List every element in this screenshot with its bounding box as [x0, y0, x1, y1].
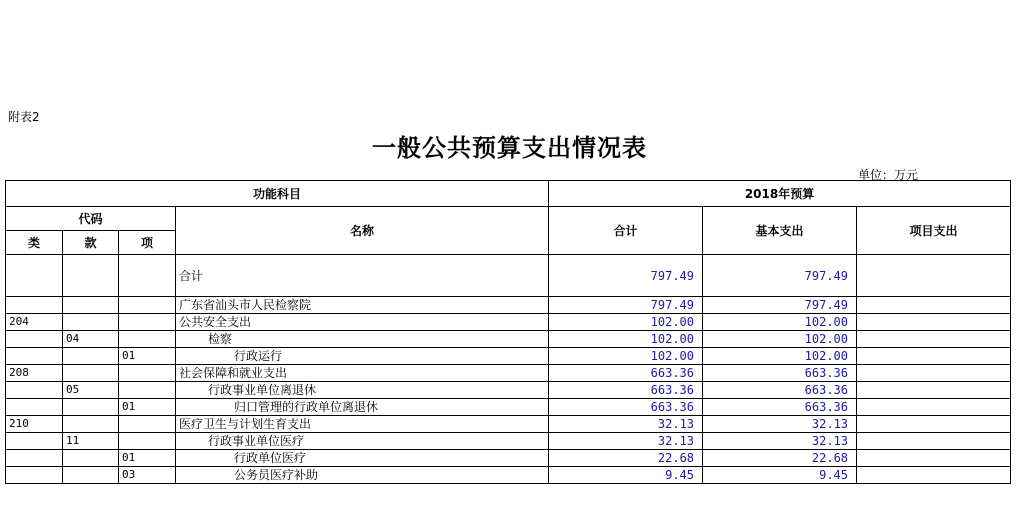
cell-basic: 102.00 [703, 348, 857, 365]
cell-basic: 9.45 [703, 467, 857, 484]
cell-xiang: 01 [119, 348, 176, 365]
cell-xiang: 01 [119, 399, 176, 416]
header-kuan: 款 [63, 231, 119, 255]
header-func-subject: 功能科目 [6, 181, 549, 207]
table-row [6, 450, 1011, 467]
cell-project [857, 297, 1011, 314]
cell-project [857, 314, 1011, 331]
cell-basic: 797.49 [703, 255, 857, 297]
cell-total: 797.49 [549, 297, 703, 314]
cell-xiang: 03 [119, 467, 176, 484]
table-row [6, 399, 1011, 416]
cell-project [857, 348, 1011, 365]
cell-total: 663.36 [549, 399, 703, 416]
cell-lei [6, 331, 63, 348]
cell-basic: 102.00 [703, 331, 857, 348]
cell-xiang [119, 365, 176, 382]
table-row [6, 467, 1011, 484]
cell-lei [6, 433, 63, 450]
cell-name: 归口管理的行政单位离退休 [176, 399, 549, 416]
cell-xiang: 01 [119, 450, 176, 467]
header-name: 名称 [176, 207, 549, 255]
header-total: 合计 [549, 207, 703, 255]
page-title: 一般公共预算支出情况表 [372, 133, 647, 162]
cell-name: 广东省汕头市人民检察院 [176, 297, 549, 314]
cell-total: 663.36 [549, 382, 703, 399]
header-project: 项目支出 [857, 207, 1011, 255]
cell-lei [6, 382, 63, 399]
cell-project [857, 331, 1011, 348]
table-row [6, 314, 1011, 331]
cell-name: 社会保障和就业支出 [176, 365, 549, 382]
cell-total: 102.00 [549, 348, 703, 365]
cell-kuan [63, 314, 119, 331]
cell-xiang [119, 255, 176, 297]
cell-total: 22.68 [549, 450, 703, 467]
cell-project [857, 255, 1011, 297]
cell-xiang [119, 433, 176, 450]
cell-project [857, 433, 1011, 450]
cell-lei [6, 255, 63, 297]
cell-xiang [119, 297, 176, 314]
table-row [6, 365, 1011, 382]
cell-lei [6, 348, 63, 365]
cell-total: 9.45 [549, 467, 703, 484]
cell-lei [6, 399, 63, 416]
cell-total: 102.00 [549, 314, 703, 331]
cell-kuan: 11 [63, 433, 119, 450]
cell-name: 医疗卫生与计划生育支出 [176, 416, 549, 433]
cell-xiang [119, 382, 176, 399]
cell-project [857, 365, 1011, 382]
cell-basic: 102.00 [703, 314, 857, 331]
header-budget-2018: 2018年预算 [549, 181, 1011, 207]
header-code: 代码 [6, 207, 176, 231]
table-row [6, 433, 1011, 450]
unit-label: 单位：万元 [858, 168, 919, 182]
cell-lei: 208 [6, 365, 63, 382]
table-row [6, 416, 1011, 433]
header-xiang: 项 [119, 231, 176, 255]
cell-total: 32.13 [549, 433, 703, 450]
table-row [6, 255, 1011, 297]
cell-total: 32.13 [549, 416, 703, 433]
cell-xiang [119, 416, 176, 433]
cell-kuan [63, 450, 119, 467]
cell-name: 行政单位医疗 [176, 450, 549, 467]
table-row [6, 382, 1011, 399]
cell-project [857, 382, 1011, 399]
cell-total: 102.00 [549, 331, 703, 348]
cell-kuan [63, 297, 119, 314]
cell-project [857, 399, 1011, 416]
cell-name: 检察 [176, 331, 549, 348]
cell-project [857, 450, 1011, 467]
cell-lei [6, 450, 63, 467]
cell-name: 公务员医疗补助 [176, 467, 549, 484]
cell-kuan [63, 255, 119, 297]
cell-total: 797.49 [549, 255, 703, 297]
cell-kuan [63, 416, 119, 433]
cell-kuan [63, 348, 119, 365]
cell-project [857, 416, 1011, 433]
cell-basic: 663.36 [703, 399, 857, 416]
cell-xiang [119, 331, 176, 348]
cell-total: 663.36 [549, 365, 703, 382]
table-row [6, 297, 1011, 314]
table-row [6, 331, 1011, 348]
cell-lei [6, 297, 63, 314]
cell-lei [6, 467, 63, 484]
cell-name: 行政事业单位离退休 [176, 382, 549, 399]
cell-basic: 663.36 [703, 365, 857, 382]
cell-basic: 797.49 [703, 297, 857, 314]
cell-name: 行政运行 [176, 348, 549, 365]
header-lei: 类 [6, 231, 63, 255]
cell-lei: 204 [6, 314, 63, 331]
cell-basic: 32.13 [703, 416, 857, 433]
attachment-label: 附表2 [8, 110, 40, 124]
cell-basic: 22.68 [703, 450, 857, 467]
table-row [6, 348, 1011, 365]
cell-kuan [63, 365, 119, 382]
cell-kuan: 05 [63, 382, 119, 399]
cell-kuan [63, 399, 119, 416]
cell-name: 行政事业单位医疗 [176, 433, 549, 450]
cell-basic: 32.13 [703, 433, 857, 450]
cell-kuan [63, 467, 119, 484]
budget-table [5, 180, 1011, 484]
cell-basic: 663.36 [703, 382, 857, 399]
header-basic: 基本支出 [703, 207, 857, 255]
cell-xiang [119, 314, 176, 331]
cell-kuan: 04 [63, 331, 119, 348]
cell-name: 公共安全支出 [176, 314, 549, 331]
cell-name: 合计 [176, 255, 549, 297]
cell-project [857, 467, 1011, 484]
cell-lei: 210 [6, 416, 63, 433]
